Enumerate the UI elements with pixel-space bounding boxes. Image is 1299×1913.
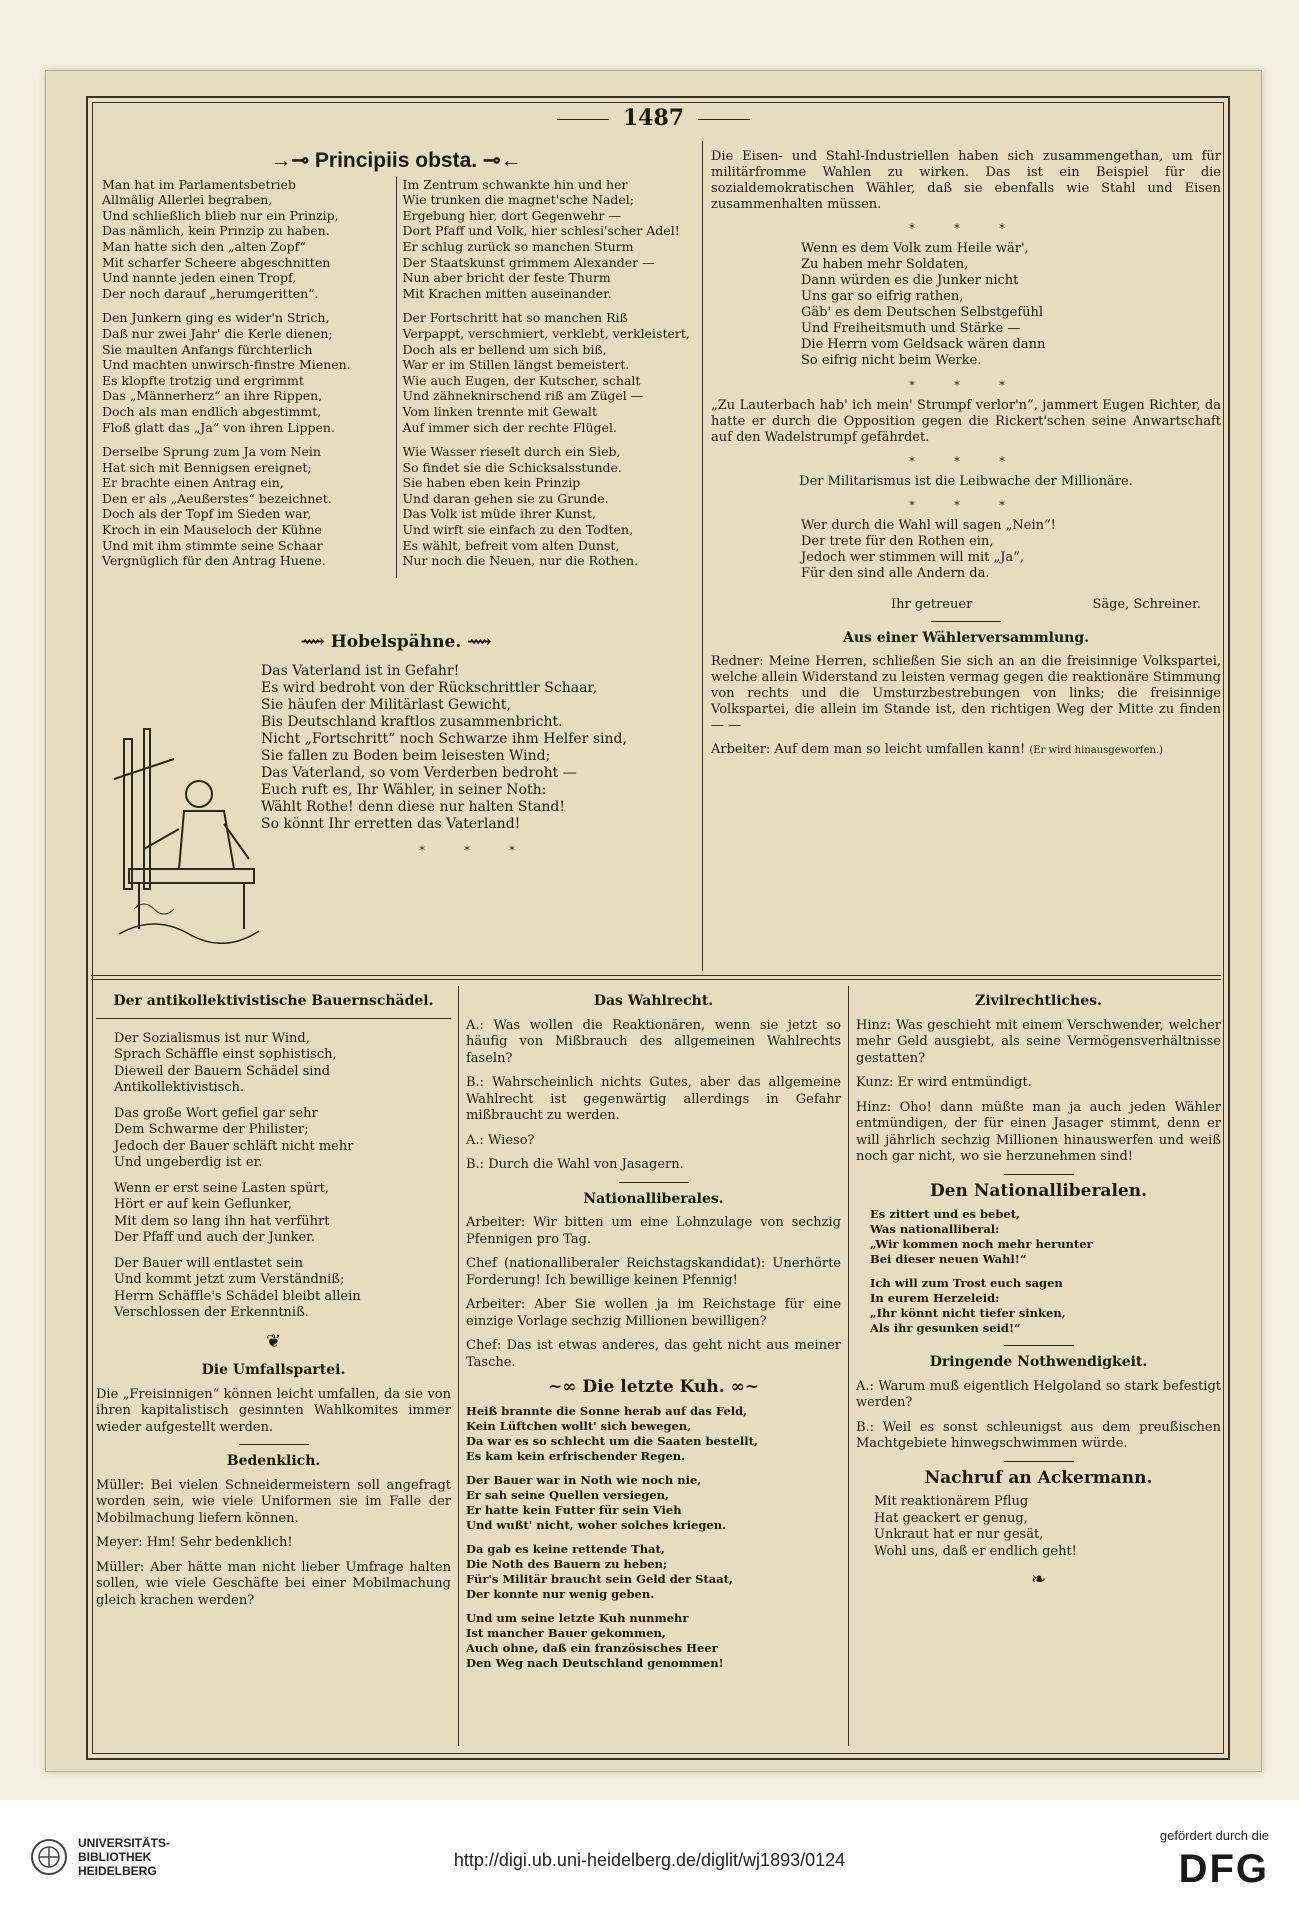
- wahlrecht-title: Das Wahlrecht.: [593, 993, 714, 1009]
- hobelspaehne-text: Das Vaterland ist in Gefahr! Es wird bedroht von der Rückschrittler Schaar, Sie häufen der Militärlast Gewicht, Bis Deutschland kraftlos zusammenbricht. Nicht „Fortschritt“ noch Schwarze ihm Helfer sind, Sie fallen zu Boden beim leisesten Wind; Das Vaterland, so vom Verderben bedroht — Euch ruft es, Ihr Wähler, in seiner Noth: Wählt Rothe! denn diese nur halten Stand! So könnt Ihr erretten das Vaterland!: [261, 663, 627, 832]
- nothwendigkeit-title: Dringende Nothwendigkeit.: [929, 1354, 1148, 1370]
- library-name: UNIVERSITÄTS- BIBLIOTHEK HEIDELBERG: [78, 1836, 171, 1878]
- stanza: Der Bauer war in Noth wie noch nie, Er sah seine Quellen versiegen, Er hatte kein Futter für sein Vieh Und wußt' nicht, woher solches kriegen.: [466, 1472, 727, 1532]
- dfg-logo: [1160, 1828, 1269, 1892]
- dialogue-line: Hinz: Was geschieht mit einem Verschwender, welcher mehr Geld ausgiebt, als seine Vermögensverhältnisse gestatten?: [856, 1017, 1221, 1066]
- nationalliberales-title: Nationalliberales.: [583, 1190, 724, 1207]
- divider: [1004, 1345, 1074, 1346]
- stanza: Den Junkern ging es wider'n Strich, Daß nur zwei Jahr' die Kerle dienen; Sie maulten Anfangs fürchterlich Und machten unwirsch-finstre Mienen. Es klopfte trotzig und ergrimmt Das „Männerherz“ an ihre Rippen, Doch als man endlich abgestimmt, Floß glatt das „Ja“ von ihren Lippen.: [102, 310, 351, 435]
- stanza: Der Fortschritt hat so manchen Riß Verpappt, verschmiert, verklebt, verkleistert, Doch als er bellend um sich biß, War er im Stillen längst bemeistert. Wie auch Eugen, der Kutscher, schalt Und zähneknirschend riß am Zügel — Vom linken trennte mit Gewalt Auf immer sich der rechte Flügel.: [402, 310, 690, 435]
- bottom-column-1: [96, 989, 451, 1617]
- signature-greeting: Ihr getreuer: [891, 597, 973, 612]
- stanza: Im Zentrum schwankte hin und her Wie trunken die magnet'sche Nadel; Ergebung hier, dort Gegenwehr — Dort Pfaff und Volk, hier schlesi'scher Adel! Er schlug zurück so manchen Sturm Der Staatskunst grimmem Alexander — Nun aber bricht der feste Thurm Mit Krachen mitten auseinander.: [402, 176, 680, 301]
- leaf-ornament-icon: ❦: [265, 1330, 282, 1352]
- dialogue-line: Müller: Aber hätte man nicht lieber Umfrage halten sollen, wie viele Geschäfte bei einer Mobilmachung gleich krachen werden?: [96, 1559, 451, 1608]
- divider: [931, 621, 1001, 622]
- dialogue-line: A.: Wieso?: [466, 1132, 535, 1148]
- dialogue-line: Müller: Bei vielen Schneidermeistern soll angefragt worden sein, wie viele Uniformen sie im Falle der Mobilmachung liefern können.: [96, 1477, 451, 1526]
- column-divider: [702, 141, 703, 971]
- den-nationalliberalen-title: Den Nationalliberalen.: [929, 1180, 1147, 1201]
- paragraph: [711, 742, 1221, 759]
- stanza: Man hat im Parlamentsbetrieb Allmälig Allerlei begraben, Und schließlich blieb nur ein Prinzip, Das nämlich, kein Prinzip zu haben. Man hatte sich den „alten Zopf“ Mit scharfer Scheere abgeschnitten Und nannte jeden einen Tropf, Der noch darauf „herumgeritten“.: [102, 176, 339, 301]
- divider: [239, 1444, 309, 1445]
- section-divider: [91, 975, 1221, 976]
- dialogue-line: Chef (nationalliberaler Reichstagskandidat): Unerhörte Forderung! Ich bewillige keinen Pfennig!: [466, 1256, 841, 1288]
- signature: [711, 591, 1221, 613]
- carpenter-woodcut-illustration: [114, 719, 264, 944]
- column-divider: [848, 986, 849, 1746]
- dialogue-line: Arbeiter: Wir bitten um eine Lohnzulage von sechzig Pfennigen pro Tag.: [466, 1215, 841, 1247]
- paragraph: „Zu Lauterbach hab' ich mein' Strumpf verlor'n“, jammert Eugen Richter, da hatte er durch die Opposition gegen die Rickert'schen seine Anwartschaft auf den Wadelstrumpf gefährdet.: [711, 398, 1221, 445]
- dialogue-line: Kunz: Er wird entmündigt.: [856, 1075, 1032, 1090]
- stanza: Der Sozialismus ist nur Wind, Sprach Schäffle einst sophistisch, Dieweil der Bauern Schädel sind Antikollektivistisch.: [114, 1030, 337, 1095]
- stanza: Wie Wasser rieselt durch ein Sieb, So findet sie die Schicksalsstunde. Sie haben eben kein Prinzip Und daran gehen sie zu Grunde. Das Volk ist müde ihrer Kunst, Und wirft sie einfach zu den Todten, Es wählt, befreit vom alten Dunst, Nur noch die Neuen, nur die Rothen.: [402, 444, 639, 569]
- stanza: Heiß brannte die Sonne herab auf das Feld, Kein Lüftchen wollt' sich bewegen, Da war es so schlecht um die Saaten bestellt, Es kam kein erfrischender Regen.: [466, 1403, 758, 1463]
- principiis-section: [96, 149, 696, 578]
- leaf-ornament-icon: ❧: [1030, 1569, 1047, 1590]
- stanza: Wenn er erst seine Lasten spürt, Hört er auf kein Geflunker, Mit dem so lang ihn hat verführt Der Pfaff und auch der Junker.: [114, 1180, 330, 1245]
- hobelspaehne-section: [96, 631, 696, 659]
- dialogue-line: B.: Weil es sonst schleunigst aus dem preußischen Machtgebiete hinwegschwimmen würde.: [856, 1419, 1221, 1451]
- umfallspartei-title: Die Umfallspartei.: [201, 1362, 346, 1378]
- dialogue-line: B.: Wahrscheinlich nichts Gutes, aber das allgemeine Wahlrecht ist gegenwärtig allerdings in Gefahr mißbraucht zu werden.: [466, 1075, 841, 1123]
- source-url-link[interactable]: http://digi.ub.uni-heidelberg.de/diglit/wj1893/0124: [453, 1850, 846, 1870]
- right-top-column: [711, 149, 1221, 767]
- principiis-left-column: [96, 177, 397, 578]
- section-divider: [91, 979, 1221, 980]
- poem: Wer durch die Wahl will sagen „Nein“! Der trete für den Rothen ein, Jedoch wer stimmen will mit „Ja“, Für den sind alle Andern da.: [801, 518, 1056, 581]
- zivilrechtliches-title: Zivilrechtliches.: [975, 993, 1102, 1009]
- paragraph: Der Militarismus ist die Leibwache der Millionäre.: [799, 474, 1133, 489]
- signature-name: Säge, Schreiner.: [1092, 597, 1201, 612]
- divider: [1004, 1461, 1074, 1462]
- newspaper-page: [45, 70, 1262, 1772]
- dialogue-line: Chef: Das ist etwas anderes, das geht nicht aus meiner Tasche.: [466, 1338, 841, 1370]
- stanza: Ich will zum Trost euch sagen In eurem Herzeleid: „Ihr könnt nicht tiefer sinken, Als ihr gesunken seid!“: [870, 1276, 1066, 1335]
- stanza: Da gab es keine rettende That, Die Noth des Bauern zu heben; Für's Militär braucht sein Geld der Staat, Der konnte nur wenig geben.: [466, 1541, 733, 1601]
- dfg-mark: DFG: [1178, 1847, 1269, 1891]
- stage-note: (Er wird hinausgeworfen.): [1029, 745, 1164, 756]
- principiis-title: →⊸ Principiis obsta. ⊸←: [270, 149, 522, 172]
- dialogue-line: A.: Warum muß eigentlich Helgoland so stark befestigt werden?: [856, 1378, 1221, 1410]
- principiis-right-column: [397, 177, 697, 578]
- divider: [1004, 1174, 1074, 1175]
- bauernschaedel-title: Der antikollektivistische Bauernschädel.: [113, 993, 434, 1009]
- digitization-footer: [0, 1800, 1299, 1913]
- bedenklich-title: Bedenklich.: [226, 1453, 321, 1469]
- stars-separator: * * *: [419, 844, 533, 857]
- paragraph: Redner: Meine Herren, schließen Sie sich an an die freisinnige Volkspartei, welche allein Widerstand zu leisten vermag gegen die reaktionäre Stimmung von rechts und die Umsturzbestrebungen von links; die freisinnige Volkspartei, die allein im Stande ist, den richtigen Weg der Mitte zu finden — —: [711, 654, 1221, 733]
- divider: [619, 1182, 689, 1183]
- dialogue-line: Arbeiter: Aber Sie wollen ja im Reichstage für eine einzige Vorlage sechzig Millionen bewilligen?: [466, 1297, 841, 1329]
- stanza: Der Bauer will entlastet sein Und kommt jetzt zum Verständniß; Herrn Schäffle's Schädel bleibt allein Verschlossen der Erkenntniß.: [114, 1255, 361, 1320]
- dialogue-line: A.: Was wollen die Reaktionären, wenn sie jetzt so häufig von Mißbrauch des allgemeinen Wahlrechts faseln?: [466, 1017, 841, 1066]
- poem: Mit reaktionärem Pflug Hat geackert er genug, Unkraut hat er nur gesät, Wohl uns, daß er endlich geht!: [874, 1494, 1077, 1559]
- stanza: Derselbe Sprung zum Ja vom Nein Hat sich mit Bennigsen ereignet; Er brachte einen Antrag ein, Den er als „Aeußerstes“ bezeichnet. Doch als der Topf im Sieden war, Kroch in ein Mauseloch der Kühne Und mit ihm stimmte seine Schaar Vergnüglich für den Antrag Huene.: [102, 444, 332, 569]
- dialogue-line: Arbeiter: Auf dem man so leicht umfallen kann!: [711, 742, 1026, 757]
- funded-by-text: gefördert durch die: [1159, 1828, 1269, 1843]
- hobelspaehne-text-block: [261, 663, 691, 863]
- letzte-kuh-title: ~∞ Die letzte Kuh. ∞~: [548, 1377, 759, 1397]
- dialogue-line: Hinz: Oho! dann müßte man ja auch jeden Wähler entmündigen, der für einen Jasager stimmt, denn er will jährlich sechzig Millionen hinauswerfen und weiß noch gar nicht, wo sie herzunehmen sind!: [856, 1099, 1221, 1164]
- stars-separator: * * *: [909, 499, 1023, 512]
- hobelspaehne-title: ⟿ Hobelspähne. ⟿: [300, 632, 492, 652]
- stars-separator: * * *: [909, 455, 1023, 468]
- paragraph: Die „Freisinnigen“ können leicht umfallen, da sie von ihren kapitalistisch gesinnten Wahlkomites immer wieder aufgestellt werden.: [96, 1386, 451, 1435]
- bottom-column-2: [466, 989, 841, 1680]
- stars-separator: * * *: [909, 379, 1023, 392]
- page-number: 1487: [46, 105, 1261, 131]
- dialogue-line: Meyer: Hm! Sehr bedenklich!: [96, 1535, 293, 1550]
- dialogue-line: B.: Durch die Wahl von Jasagern.: [466, 1157, 684, 1172]
- waehlerversammlung-title: Aus einer Wählerversammlung.: [842, 630, 1090, 646]
- stanza: Und um seine letzte Kuh nunmehr Ist mancher Bauer gekommen, Auch ohne, daß ein französisches Heer Den Weg nach Deutschland genommen!: [466, 1610, 724, 1670]
- stanza: Es zittert und es bebet, Was nationalliberal: „Wir kommen noch mehr herunter Bei dieser neuen Wahl!“: [870, 1207, 1093, 1266]
- column-divider: [458, 986, 459, 1746]
- nachruf-title: Nachruf an Ackermann.: [924, 1467, 1153, 1488]
- poem: Wenn es dem Volk zum Heile wär', Zu haben mehr Soldaten, Dann würden es die Junker nicht Uns gar so eifrig rathen, Gäb' es dem Deutschen Selbstgefühl Und Freiheitsmuth und Stärke — Die Herrn vom Geldsack wären dann So eifrig nicht beim Werke.: [801, 241, 1046, 368]
- stars-separator: * * *: [909, 222, 1023, 235]
- paragraph: Die Eisen- und Stahl-Industriellen haben sich zusammengethan, um für militärfromme Wahlen zu wirken. Das ist ein Beispiel für die sozialdemokratischen Wähler, daß sie ebenfalls wie Stahl und Eisen zusammenhalten müssen.: [711, 149, 1221, 212]
- bottom-column-3: [856, 989, 1221, 1601]
- stanza: Das große Wort gefiel gar sehr Dem Schwarme der Philister; Jedoch der Bauer schläft nicht mehr Und ungeberdig ist er.: [114, 1105, 354, 1170]
